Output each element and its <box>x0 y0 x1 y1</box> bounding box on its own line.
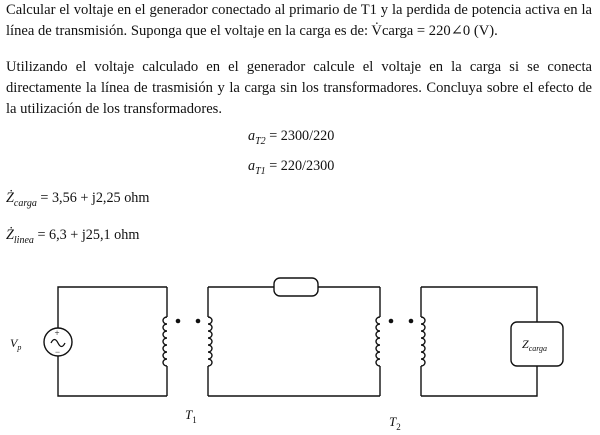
ratio-subscript: T1 <box>255 165 266 177</box>
t1-primary-coil <box>163 317 167 366</box>
ratio-value: = 220/2300 <box>269 158 335 174</box>
problem-text-1: Calcular el voltaje en el generador conectado al primario de T1 y la perdida de potencia activa en la línea de transmisión. Suponga que el voltaje en la carga es de: V̇carga = 220∠0 (V). <box>6 2 592 39</box>
t2-label: $T_2$ <box>389 414 401 432</box>
source-loop-wire <box>58 287 167 396</box>
t2-secondary-coil <box>421 317 425 366</box>
ratio-value: = 2300/220 <box>269 128 335 144</box>
svg-text:+: + <box>54 328 60 338</box>
impedance-subscript: linea <box>13 234 34 246</box>
ac-source-icon <box>44 328 72 357</box>
ratio-symbol: a <box>248 158 256 174</box>
problem-text-2: Utilizando el voltaje calculado en el generador calcule el voltaje en la carga si se conecta directamente la línea de trasmisión y la carga sin los transformadores. Concluya sobre el efecto de la utilización de los transformadores. <box>6 59 592 117</box>
source-label: $V_p$ <box>10 336 22 352</box>
load-top-wire <box>421 287 537 322</box>
svg-text:−: − <box>55 347 61 357</box>
impedance-value: = 6,3 + j25,1 ohm <box>37 227 140 243</box>
t1-secondary-polarity-dot <box>196 319 201 324</box>
impedance-subscript: carga <box>13 197 37 209</box>
ratio-subscript: T2 <box>255 135 266 147</box>
load-label: $Z_{carga}$ <box>522 337 548 353</box>
t1-label: $T_1$ <box>185 407 197 425</box>
impedance-symbol: Ż <box>6 190 14 206</box>
load-bottom-wire <box>421 366 537 396</box>
t2-secondary-polarity-dot <box>409 319 414 324</box>
ratio-symbol: a <box>248 128 256 144</box>
impedance-symbol: Ż <box>6 227 14 243</box>
line-impedance-box <box>274 278 318 296</box>
t1-secondary-coil <box>208 317 212 366</box>
t2-primary-polarity-dot <box>389 319 394 324</box>
t2-primary-coil <box>376 317 380 366</box>
impedance-value: = 3,56 + j2,25 ohm <box>40 190 150 206</box>
t1-primary-polarity-dot <box>176 319 181 324</box>
